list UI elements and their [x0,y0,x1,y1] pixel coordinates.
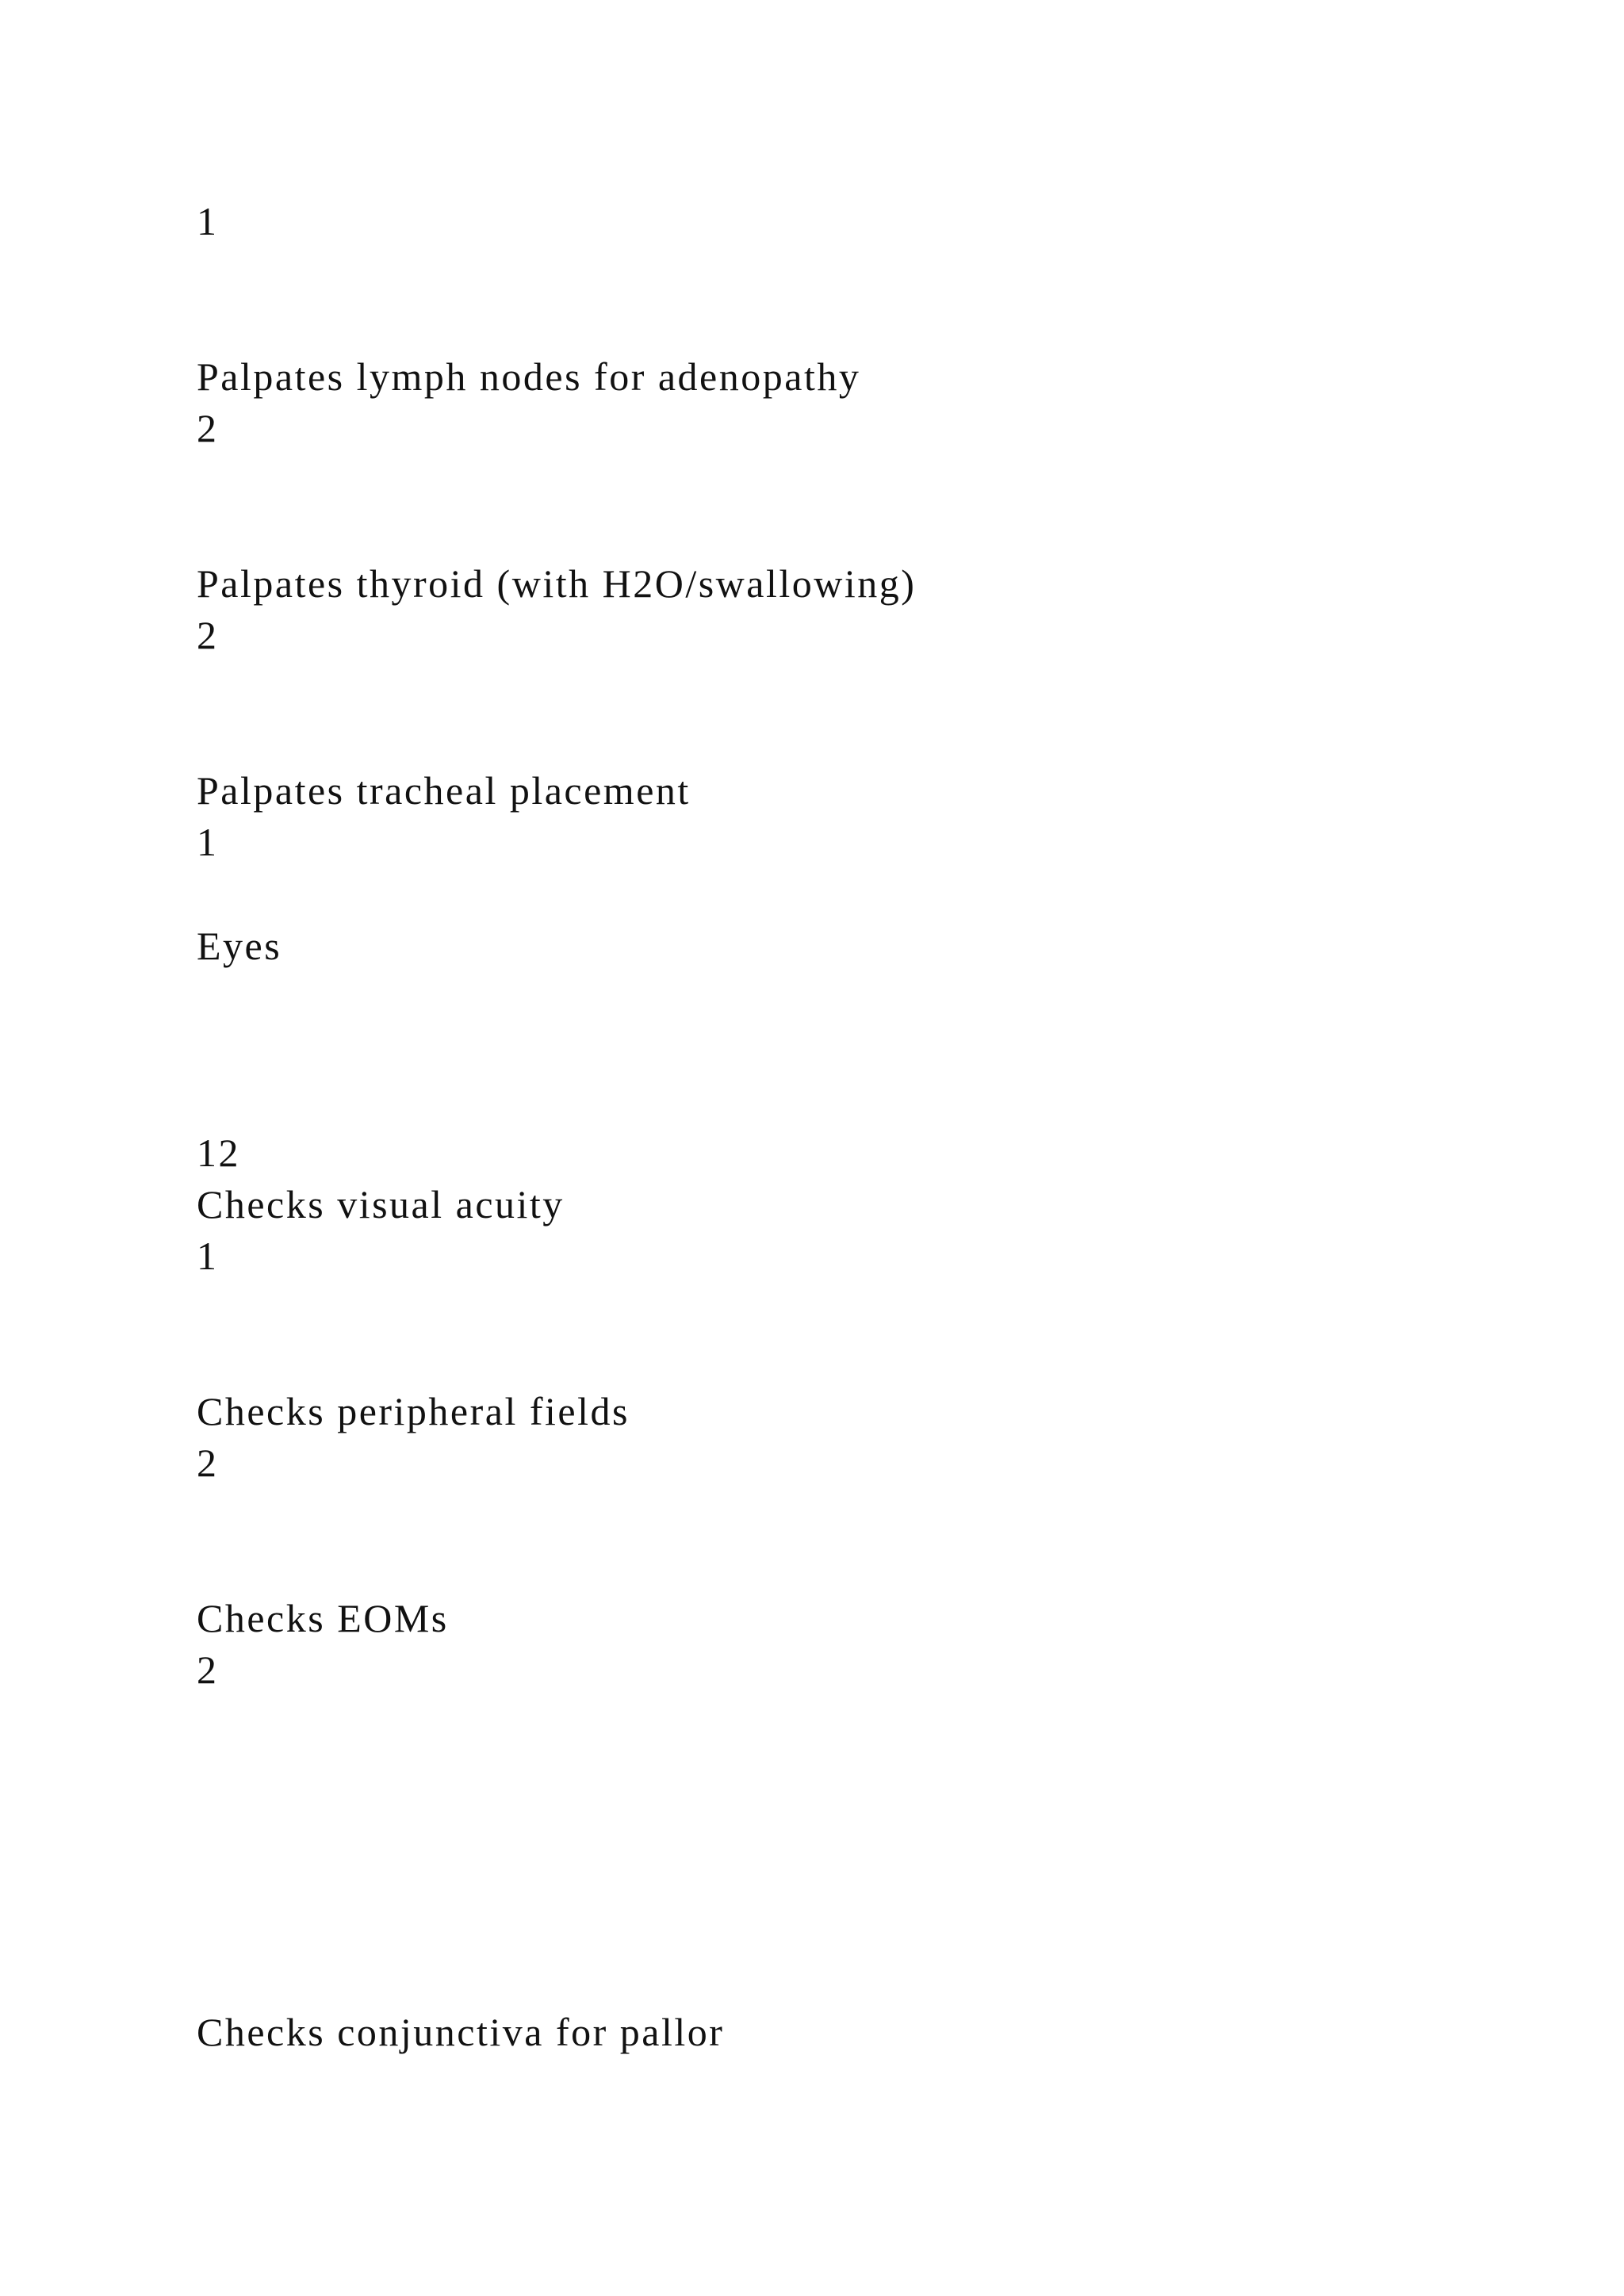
text-line-7: 1 [197,820,219,864]
text-line-2: Palpates lymph nodes for adenopathy [197,354,861,399]
text-line-1: 1 [197,199,219,243]
text-line-9: 12 [197,1131,240,1175]
section-heading-eyes: Eyes [197,924,282,968]
text-line-15: 2 [197,1647,219,1692]
text-line-3: 2 [197,406,219,450]
text-line-6: Palpates tracheal placement [197,768,691,813]
text-line-5: 2 [197,613,219,657]
text-line-10: Checks visual acuity [197,1182,565,1226]
text-line-16: Checks conjunctiva for pallor [197,2010,725,2054]
text-line-11: 1 [197,1234,219,1278]
text-line-13: 2 [197,1441,219,1485]
text-line-14: Checks EOMs [197,1596,449,1640]
text-line-4: Palpates thyroid (with H2O/swallowing) [197,561,917,606]
text-line-12: Checks peripheral fields [197,1389,630,1433]
